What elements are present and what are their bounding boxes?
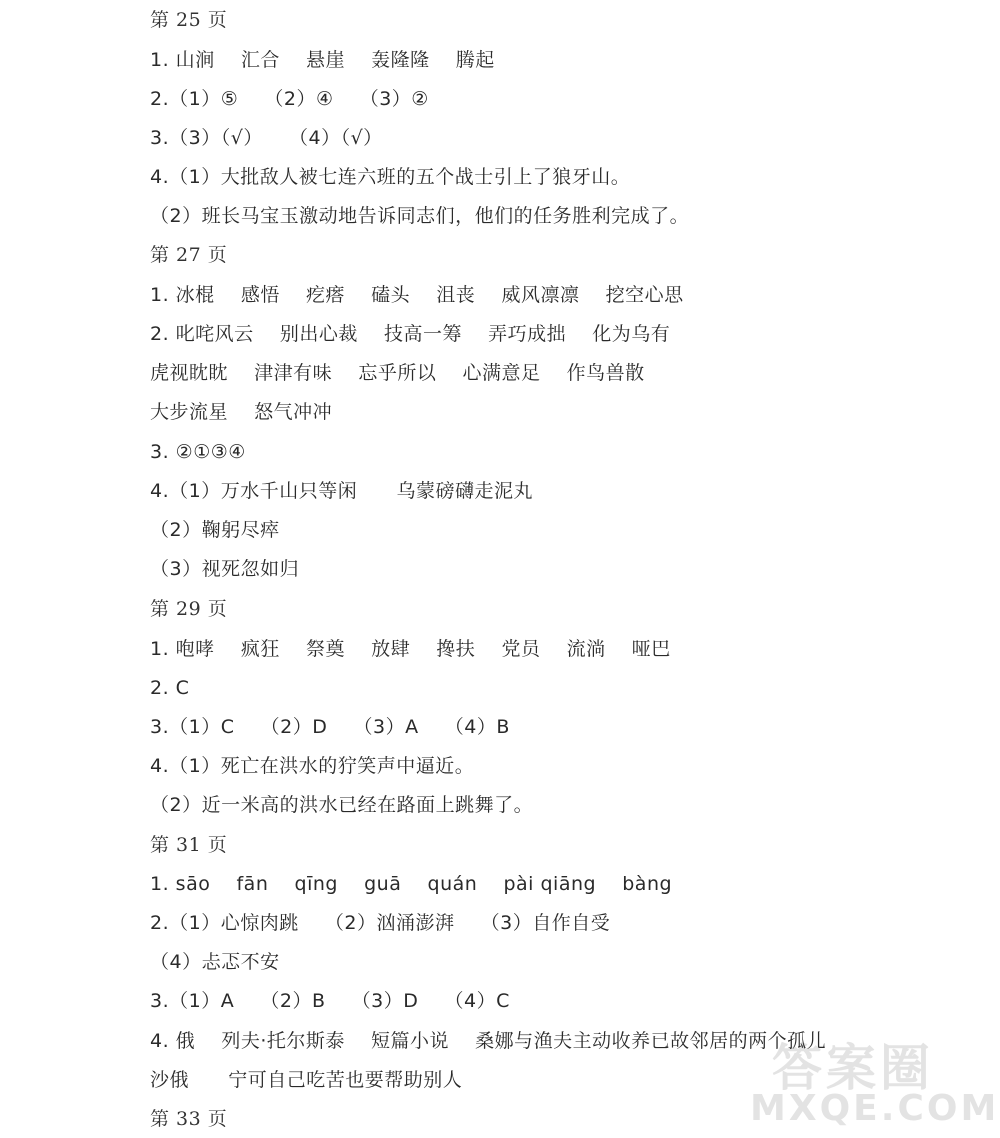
answer-line: 3. ②①③④ [150, 441, 246, 463]
answer-line: 4. 俄 列夫·托尔斯泰 短篇小说 桑娜与渔夫主动收养已故邻居的两个孤儿 [150, 1030, 827, 1052]
answer-line: 大步流星 怒气冲冲 [150, 401, 333, 423]
answer-line: 3.（1）C （2）D （3）A （4）B [150, 716, 510, 738]
watermark-top-text: 答案圈 [772, 1039, 934, 1097]
answer-line: 4.（1）死亡在洪水的狞笑声中逼近。 [150, 755, 475, 777]
section-heading-p33: 第 33 页 [150, 1108, 228, 1130]
answer-line: 2.（1）心惊肉跳 （2）汹涌澎湃 （3）自作自受 [150, 912, 611, 934]
answer-line: 4.（1）大批敌人被七连六班的五个战士引上了狼牙山。 [150, 166, 631, 188]
answer-line: 3.（1）A （2）B （3）D （4）C [150, 990, 510, 1012]
section-heading-p25: 第 25 页 [150, 9, 228, 31]
answer-line: 沙俄 宁可自己吃苦也要帮助别人 [150, 1069, 463, 1091]
answer-line: 2. C [150, 677, 190, 699]
section-heading-p29: 第 29 页 [150, 598, 228, 620]
answer-line: 虎视眈眈 津津有味 忘乎所以 心满意足 作鸟兽散 [150, 362, 645, 384]
watermark-bottom-text: MXQE.COM [750, 1088, 1000, 1129]
answer-line: 1. 咆哮 疯狂 祭奠 放肆 搀扶 党员 流淌 哑巴 [150, 638, 671, 660]
answer-line: （2）近一米高的洪水已经在路面上跳舞了。 [150, 794, 534, 816]
answer-line: 4.（1）万水千山只等闲 乌蒙磅礴走泥丸 [150, 480, 533, 502]
answer-line: 1. 山涧 汇合 悬崖 轰隆隆 腾起 [150, 49, 495, 71]
answer-line: 2. 叱咤风云 别出心裁 技高一筹 弄巧成拙 化为乌有 [150, 323, 671, 345]
answer-line: 2.（1）⑤ （2）④ （3）② [150, 88, 429, 110]
section-heading-p27: 第 27 页 [150, 244, 228, 266]
answer-line: （2）班长马宝玉激动地告诉同志们，他们的任务胜利完成了。 [150, 205, 690, 227]
answer-line: （3）视死忽如归 [150, 558, 300, 580]
answer-line: 1. sāo fān qīng guā quán pài qiāng bàng [150, 873, 673, 895]
section-heading-p31: 第 31 页 [150, 834, 228, 856]
answer-line: （2）鞠躬尽瘁 [150, 519, 280, 541]
answer-line: 3.（3）（√） （4）（√） [150, 127, 383, 149]
answer-line: （4）忐忑不安 [150, 951, 280, 973]
answer-line: 1. 冰棍 感悟 疙瘩 磕头 沮丧 威风凛凛 挖空心思 [150, 284, 684, 306]
